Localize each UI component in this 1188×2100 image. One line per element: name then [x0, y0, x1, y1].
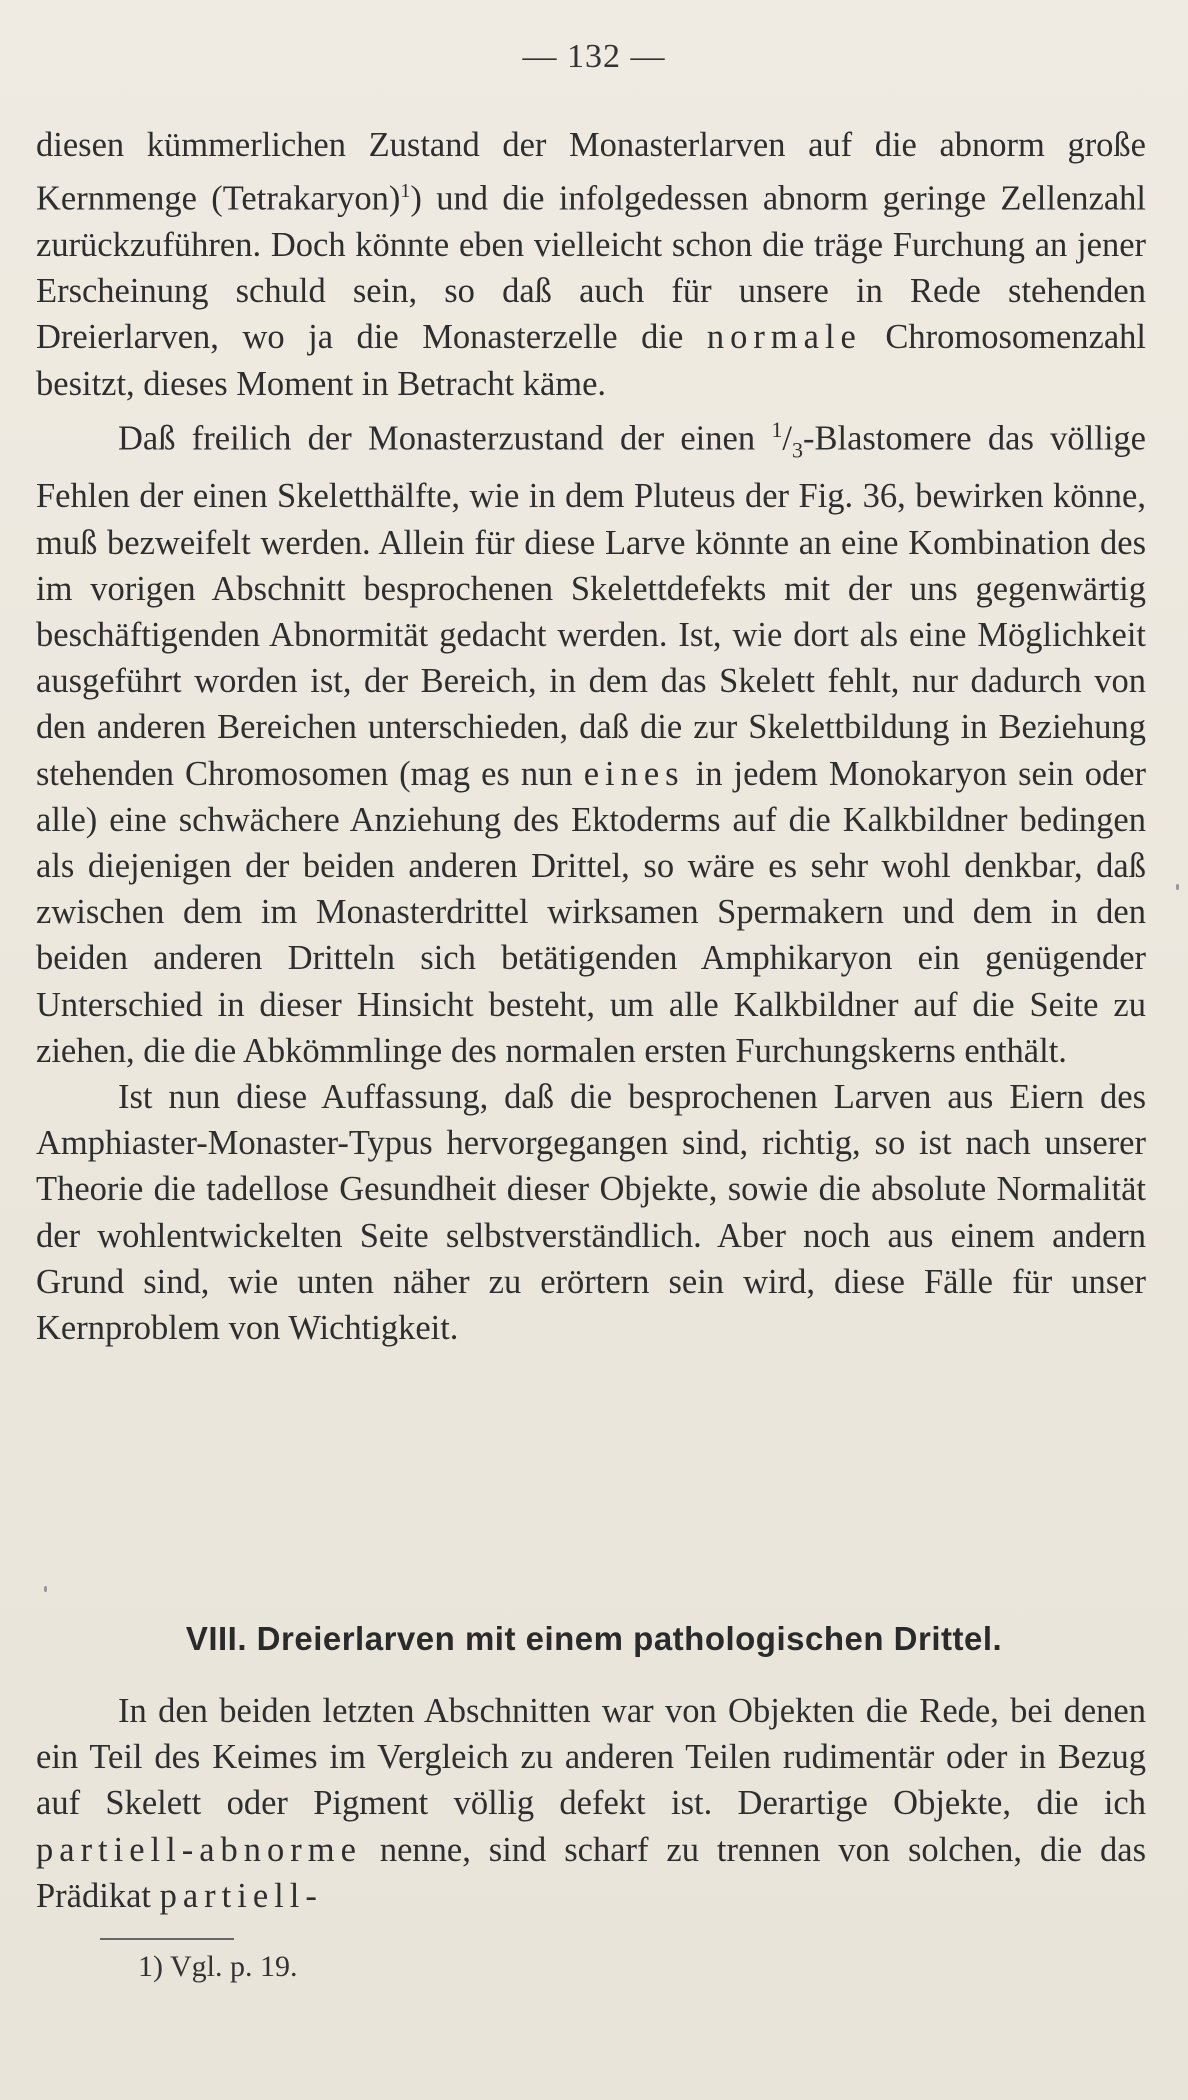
- fraction-numerator: 1: [771, 416, 783, 442]
- section-text: [36, 1688, 1146, 1919]
- text-run: Daß freilich der Monasterzustand der einen: [118, 419, 772, 458]
- paragraph-1: [36, 122, 1146, 407]
- footnote-1: 1) Vgl. p. 19.: [138, 1950, 298, 1983]
- footnote-rule: [100, 1938, 234, 1940]
- paragraph-3: Ist nun diese Auffassung, daß die besprochenen Larven aus Eiern des Amphiaster-Monaster-Typus hervorgegangen sind, richtig, so ist nach unserer Theorie die tadellose Gesundheit dieser Objekte, sowie die absolute Normalität der wohlentwickelten Seite selbstverständlich. Aber noch aus einem andern Grund sind, wie unten näher zu erörtern sein wird, diese Fälle für unser Kernproblem von Wichtigkeit.: [36, 1077, 1146, 1347]
- text-run: diesen kümmerlichen Zustand der Monasterlarven auf die abnorm große Kernmenge (Tetrakaryon): [36, 126, 1146, 218]
- emphasis-spaced: normale: [706, 318, 862, 357]
- text-run: in jedem Monokaryon sein oder alle) eine schwächere Anziehung des Ektoderms auf die Kalkbildner bedingen als diejenigen der beiden anderen Drittel, so wäre es sehr wohl denkbar, daß zwischen dem im Monasterdrittel wirksamen Spermakern und dem in den beiden anderen Dritteln sich betätigenden Amphikaryon ein genügender Unterschied in dieser Hinsicht besteht, um alle Kalkbildner auf die Seite zu ziehen, die die Abkömmlinge des normalen ersten Furchungskerns enthält.: [36, 754, 1147, 1070]
- fraction-slash: /: [782, 419, 792, 458]
- paragraph-4: [36, 1688, 1146, 1919]
- fraction-denominator: 3: [791, 437, 803, 463]
- footnote-marker[interactable]: 1: [400, 180, 411, 203]
- text-run: -Blastomere das völlige Fehlen der einen Skeletthälfte, wie in dem Pluteus der Fig. 36, bewirken könne, muß bezweifelt werden. Allein für diese Larve könnte an eine Kombination des im vorigen Abschnitt besprochenen Skelettdefekts mit der uns gegenwärtig beschäftigenden Abnormität gedacht werden. Ist, wie dort als eine Möglichkeit ausgeführt worden ist, der Bereich, in dem das Skelett fehlt, nur dadurch von den anderen Bereichen unterschieden, daß die zur Skelettbildung in Beziehung stehenden Chromosomen (mag es nun: [36, 419, 1146, 793]
- section-heading: VIII. Dreierlarven mit einem pathologischen Drittel.: [185, 1620, 1003, 1657]
- paragraph-2: [36, 407, 1146, 1074]
- text-run: Chromosomenzahl besitzt, dieses Moment in Betracht käme.: [36, 318, 1146, 403]
- page-number: — 132 —: [522, 38, 666, 75]
- text-run: nenne, sind scharf zu trennen von solchen, die das Prädikat: [36, 1830, 1146, 1915]
- paper-speck: [44, 1586, 47, 1592]
- emphasis-spaced: partiell-abnorme: [36, 1830, 362, 1869]
- text-run: In den beiden letzten Abschnitten war von Objekten die Rede, bei denen ein Teil des Keimes im Vergleich zu anderen Teilen rudimentär oder in Bezug auf Skelett oder Pigment völlig defekt ist. Derartige Objekte, die ich: [36, 1692, 1146, 1823]
- emphasis-spaced: partiell-: [159, 1876, 323, 1915]
- paper-speck: [1176, 884, 1179, 890]
- text-run: ) und die infolgedessen abnorm geringe Zellenzahl zurückzuführen. Doch könnte eben vielleicht schon die träge Furchung an jener Erscheinung schuld sein, so daß auch für unsere in Rede stehenden Dreierlarven, wo ja die Monasterzelle die: [36, 179, 1146, 357]
- emphasis-spaced: eines: [583, 754, 685, 793]
- main-text: [36, 122, 1146, 1351]
